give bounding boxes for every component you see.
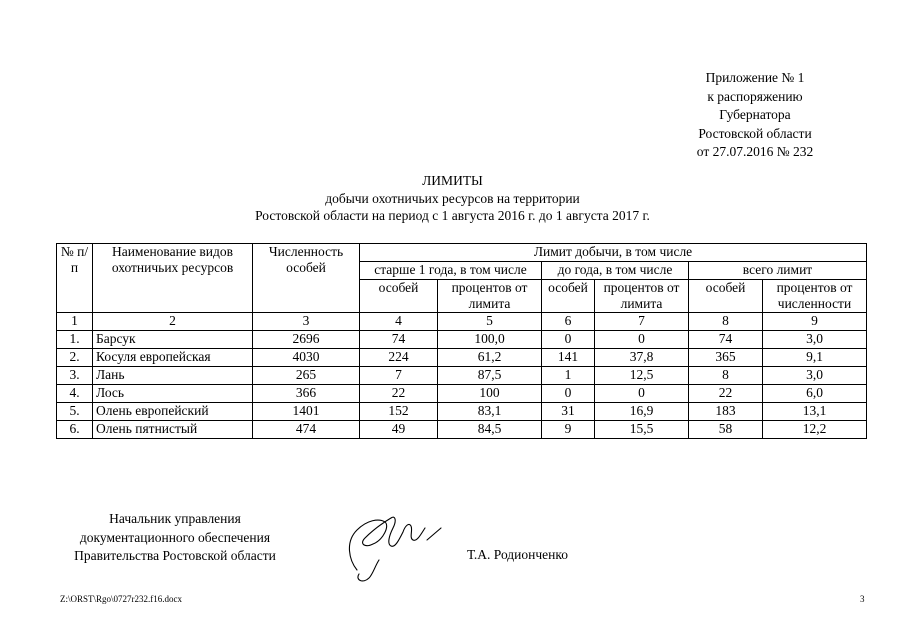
row-species: Барсук: [93, 331, 253, 349]
row-young-individuals: 31: [542, 403, 595, 421]
header-name: Наименование видов охотничьих ресурсов: [93, 244, 253, 313]
row-older-pct: 87,5: [438, 367, 542, 385]
table-row: [57, 349, 867, 367]
row-young-pct: 37,8: [595, 349, 689, 367]
column-number: 1: [57, 313, 93, 331]
row-total-individuals: 8: [689, 367, 763, 385]
header-young-pct: процентов от лимита: [595, 280, 689, 313]
row-num: 6.: [57, 421, 93, 439]
column-number: 6: [542, 313, 595, 331]
row-total-individuals: 22: [689, 385, 763, 403]
header-num: № п/п: [57, 244, 93, 313]
row-total-individuals: 365: [689, 349, 763, 367]
handwritten-signature: [335, 500, 455, 590]
signatory-position-line-2: документационного обеспечения: [79, 529, 271, 545]
row-older-pct: 100,0: [438, 331, 542, 349]
row-older-pct: 83,1: [438, 403, 542, 421]
row-young-pct: 0: [595, 331, 689, 349]
row-species: Лань: [93, 367, 253, 385]
row-older-individuals: 7: [360, 367, 438, 385]
row-population: 4030: [253, 349, 360, 367]
row-total-pct: 13,1: [763, 403, 867, 421]
header-older: старше 1 года, в том числе: [360, 262, 542, 280]
column-number: 3: [253, 313, 360, 331]
row-older-pct: 100: [438, 385, 542, 403]
row-young-individuals: 141: [542, 349, 595, 367]
annex-line-1: Приложение № 1: [705, 70, 805, 85]
signatory-position: [60, 510, 290, 566]
page-number: 3: [860, 594, 865, 604]
row-species: Олень европейский: [93, 403, 253, 421]
row-species: Лось: [93, 385, 253, 403]
row-older-individuals: 224: [360, 349, 438, 367]
row-young-pct: 15,5: [595, 421, 689, 439]
row-species: Косуля европейская: [93, 349, 253, 367]
annex-block: [660, 69, 850, 162]
signatory-position-line-3: Правительства Ростовской области: [74, 548, 276, 563]
row-young-individuals: 0: [542, 385, 595, 403]
row-population: 366: [253, 385, 360, 403]
signatory-position-line-1: Начальник управления: [109, 511, 241, 526]
row-total-pct: 9,1: [763, 349, 867, 367]
header-total-pct: процентов от численности: [763, 280, 867, 313]
limits-table: [56, 243, 867, 439]
document-title: ЛИМИТЫ: [422, 173, 483, 188]
row-species: Олень пятнистый: [93, 421, 253, 439]
column-number: 4: [360, 313, 438, 331]
table-row: [57, 403, 867, 421]
row-total-individuals: 74: [689, 331, 763, 349]
row-older-individuals: 22: [360, 385, 438, 403]
row-num: 4.: [57, 385, 93, 403]
header-total-individuals: особей: [689, 280, 763, 313]
row-num: 2.: [57, 349, 93, 367]
signatory-name: Т.А. Родионченко: [467, 547, 568, 562]
row-num: 5.: [57, 403, 93, 421]
row-population: 2696: [253, 331, 360, 349]
column-number: 8: [689, 313, 763, 331]
row-total-pct: 12,2: [763, 421, 867, 439]
table-row: [57, 421, 867, 439]
row-young-individuals: 9: [542, 421, 595, 439]
row-population: 1401: [253, 403, 360, 421]
row-total-pct: 6,0: [763, 385, 867, 403]
row-young-pct: 12,5: [595, 367, 689, 385]
document-subtitle-2: Ростовской области на период с 1 августа 2016 г. до 1 августа 2017 г.: [255, 208, 650, 223]
row-older-individuals: 74: [360, 331, 438, 349]
row-young-individuals: 0: [542, 331, 595, 349]
document-subtitle-1: добычи охотничьих ресурсов на территории: [325, 191, 580, 206]
row-older-pct: 84,5: [438, 421, 542, 439]
column-number: 5: [438, 313, 542, 331]
table-row: [57, 331, 867, 349]
row-older-individuals: 152: [360, 403, 438, 421]
annex-line-5: от 27.07.2016 № 232: [696, 144, 814, 159]
row-num: 1.: [57, 331, 93, 349]
row-population: 474: [253, 421, 360, 439]
row-young-pct: 16,9: [595, 403, 689, 421]
annex-line-4: Ростовской области: [698, 125, 812, 141]
column-number: 9: [763, 313, 867, 331]
row-population: 265: [253, 367, 360, 385]
header-young-individuals: особей: [542, 280, 595, 313]
annex-line-2: к распоряжению: [707, 88, 803, 104]
row-total-individuals: 58: [689, 421, 763, 439]
file-path: Z:\ORST\Rgo\0727r232.f16.docx: [60, 594, 182, 604]
column-number: 2: [93, 313, 253, 331]
row-older-individuals: 49: [360, 421, 438, 439]
header-older-pct: процентов от лимита: [438, 280, 542, 313]
row-total-pct: 3,0: [763, 367, 867, 385]
header-young: до года, в том числе: [542, 262, 689, 280]
column-number: 7: [595, 313, 689, 331]
column-numbers-row: [57, 313, 867, 331]
header-older-individuals: особей: [360, 280, 438, 313]
annex-line-3: Губернатора: [719, 107, 791, 122]
row-older-pct: 61,2: [438, 349, 542, 367]
table-row: [57, 385, 867, 403]
row-total-individuals: 183: [689, 403, 763, 421]
table-row: [57, 367, 867, 385]
row-total-pct: 3,0: [763, 331, 867, 349]
header-limit-group: Лимит добычи, в том числе: [360, 244, 867, 262]
header-population: Численность особей: [253, 244, 360, 313]
row-num: 3.: [57, 367, 93, 385]
row-young-pct: 0: [595, 385, 689, 403]
row-young-individuals: 1: [542, 367, 595, 385]
header-total: всего лимит: [689, 262, 867, 280]
